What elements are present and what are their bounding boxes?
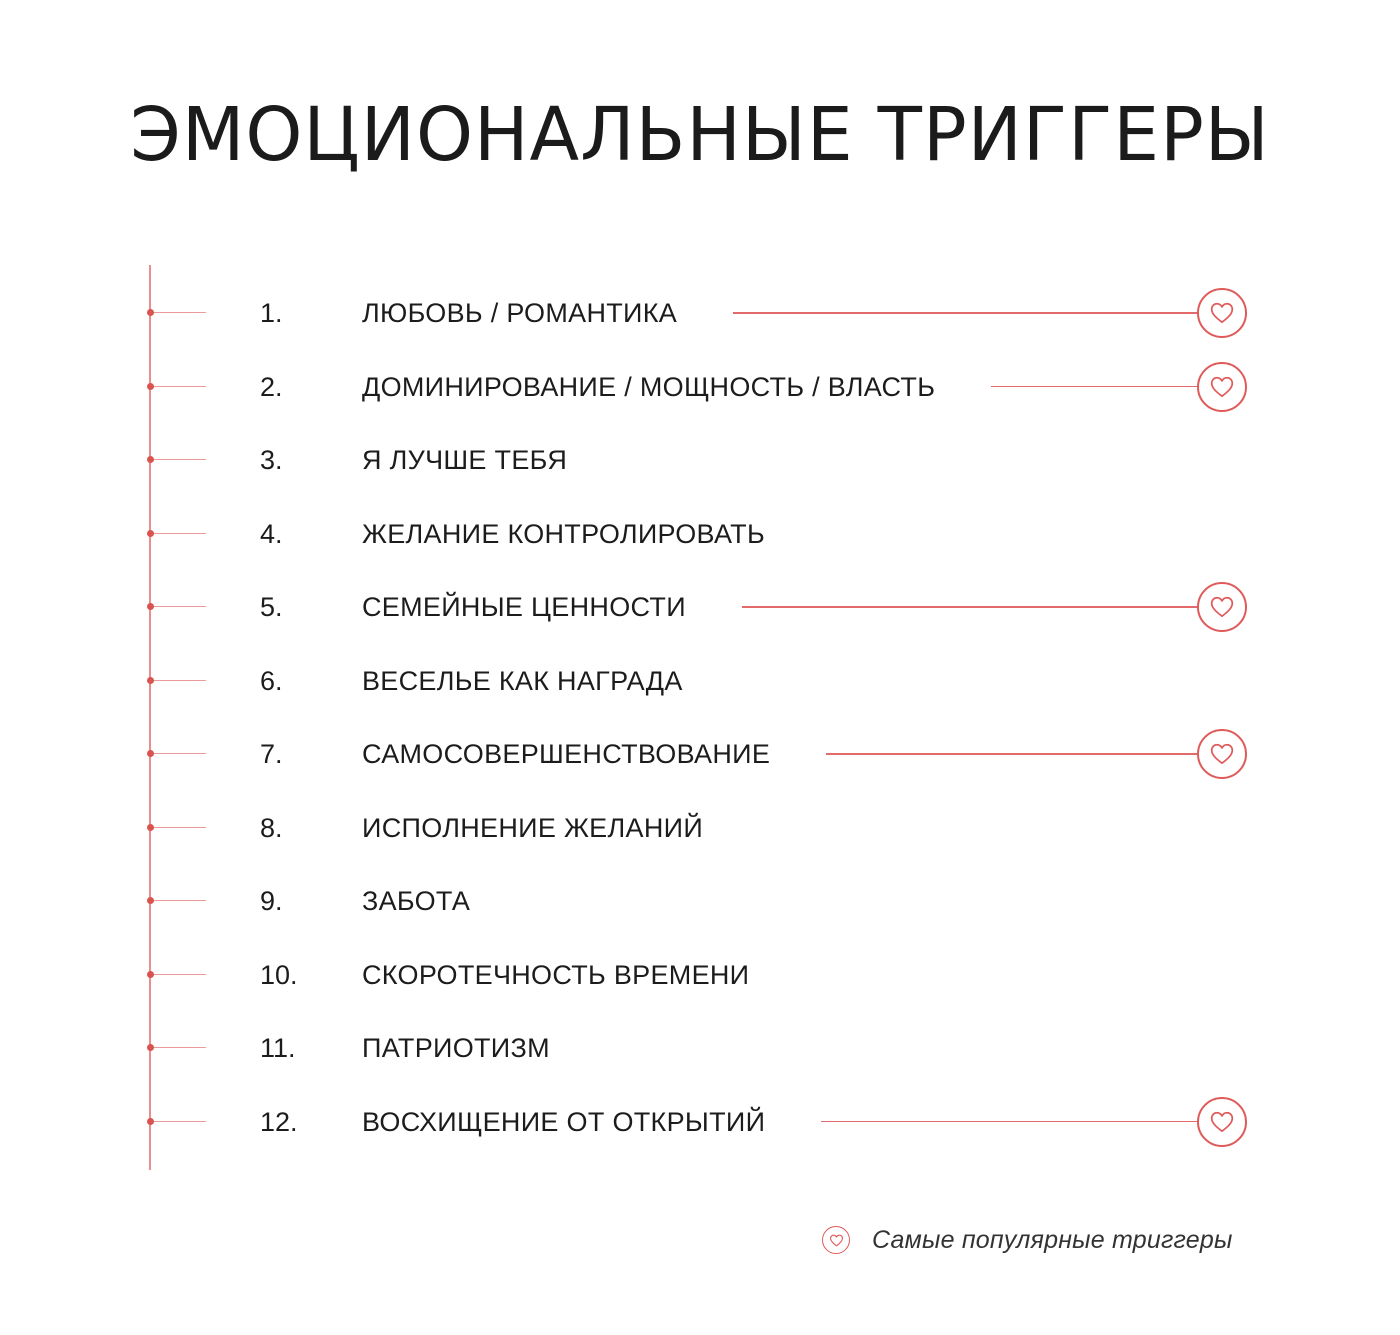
timeline-tick: [150, 827, 206, 828]
item-label: ДОМИНИРОВАНИЕ / МОЩНОСТЬ / ВЛАСТЬ: [362, 371, 936, 402]
timeline-dot: [147, 1118, 154, 1125]
popular-connector-line: [991, 386, 1197, 388]
timeline-dot: [147, 971, 154, 978]
item-number: 7.: [260, 739, 283, 769]
list-item: [0, 808, 1400, 848]
timeline-dot: [147, 603, 154, 610]
list-item: [0, 293, 1400, 333]
heart-icon: [822, 1226, 850, 1254]
item-label: ЛЮБОВЬ / РОМАНТИКА: [362, 298, 678, 328]
timeline-tick: [150, 753, 206, 754]
heart-icon: [1197, 729, 1247, 779]
timeline-tick: [150, 900, 206, 901]
legend-text: Самые популярные триггеры: [872, 1225, 1233, 1254]
item-number: 11.: [260, 1033, 296, 1063]
item-number: 5.: [260, 592, 283, 622]
timeline-tick: [150, 533, 206, 534]
list-item: [0, 367, 1400, 407]
item-label: ИСПОЛНЕНИЕ ЖЕЛАНИЙ: [362, 812, 704, 843]
timeline-tick: [150, 1121, 206, 1122]
item-number: 12.: [260, 1106, 298, 1137]
item-number: 4.: [260, 518, 283, 549]
timeline-dot: [147, 824, 154, 831]
timeline-tick: [150, 974, 206, 975]
item-label: САМОСОВЕРШЕНСТВОВАНИЕ: [362, 739, 771, 769]
timeline-dot: [147, 456, 154, 463]
item-label: Я ЛУЧШЕ ТЕБЯ: [362, 445, 568, 475]
timeline-dot: [147, 530, 154, 537]
list-item: [0, 1028, 1400, 1068]
timeline-dot: [147, 309, 154, 316]
heart-icon: [1197, 582, 1247, 632]
legend: [822, 1222, 1233, 1258]
timeline-tick: [150, 1047, 206, 1048]
page-title: ЭМОЦИОНАЛЬНЫЕ ТРИГГЕРЫ: [130, 92, 1270, 178]
popular-connector-line: [821, 1121, 1197, 1123]
timeline-tick: [150, 312, 206, 313]
list-item: [0, 661, 1400, 701]
item-number: 6.: [260, 665, 283, 696]
heart-icon: [1197, 362, 1247, 412]
popular-connector-line: [826, 753, 1197, 755]
item-label: ПАТРИОТИЗМ: [362, 1033, 550, 1063]
item-label: ЗАБОТА: [362, 886, 471, 916]
item-number: 3.: [260, 445, 283, 475]
list-item: [0, 587, 1400, 627]
item-label: ВОСХИЩЕНИЕ ОТ ОТКРЫТИЙ: [362, 1106, 766, 1137]
popular-connector-line: [733, 312, 1197, 314]
timeline-dot: [147, 897, 154, 904]
list-item: [0, 955, 1400, 995]
timeline-dot: [147, 750, 154, 757]
timeline-dot: [147, 1044, 154, 1051]
item-number: 10.: [260, 959, 298, 990]
list-item: [0, 1102, 1400, 1142]
list-item: [0, 514, 1400, 554]
timeline-tick: [150, 680, 206, 681]
timeline-tick: [150, 386, 206, 387]
list-item: [0, 734, 1400, 774]
list-item: [0, 881, 1400, 921]
item-label: СЕМЕЙНЫЕ ЦЕННОСТИ: [362, 592, 686, 622]
item-label: ЖЕЛАНИЕ КОНТРОЛИРОВАТЬ: [362, 518, 765, 549]
popular-connector-line: [742, 606, 1197, 608]
timeline-dot: [147, 677, 154, 684]
item-number: 1.: [260, 298, 283, 328]
timeline-tick: [150, 459, 206, 460]
heart-icon: [1197, 288, 1247, 338]
list-item: [0, 440, 1400, 480]
item-number: 8.: [260, 812, 283, 843]
item-label: ВЕСЕЛЬЕ КАК НАГРАДА: [362, 665, 683, 696]
heart-icon: [1197, 1097, 1247, 1147]
item-number: 2.: [260, 371, 283, 402]
timeline-tick: [150, 606, 206, 607]
timeline-dot: [147, 383, 154, 390]
item-number: 9.: [260, 886, 283, 916]
item-label: СКОРОТЕЧНОСТЬ ВРЕМЕНИ: [362, 959, 750, 990]
